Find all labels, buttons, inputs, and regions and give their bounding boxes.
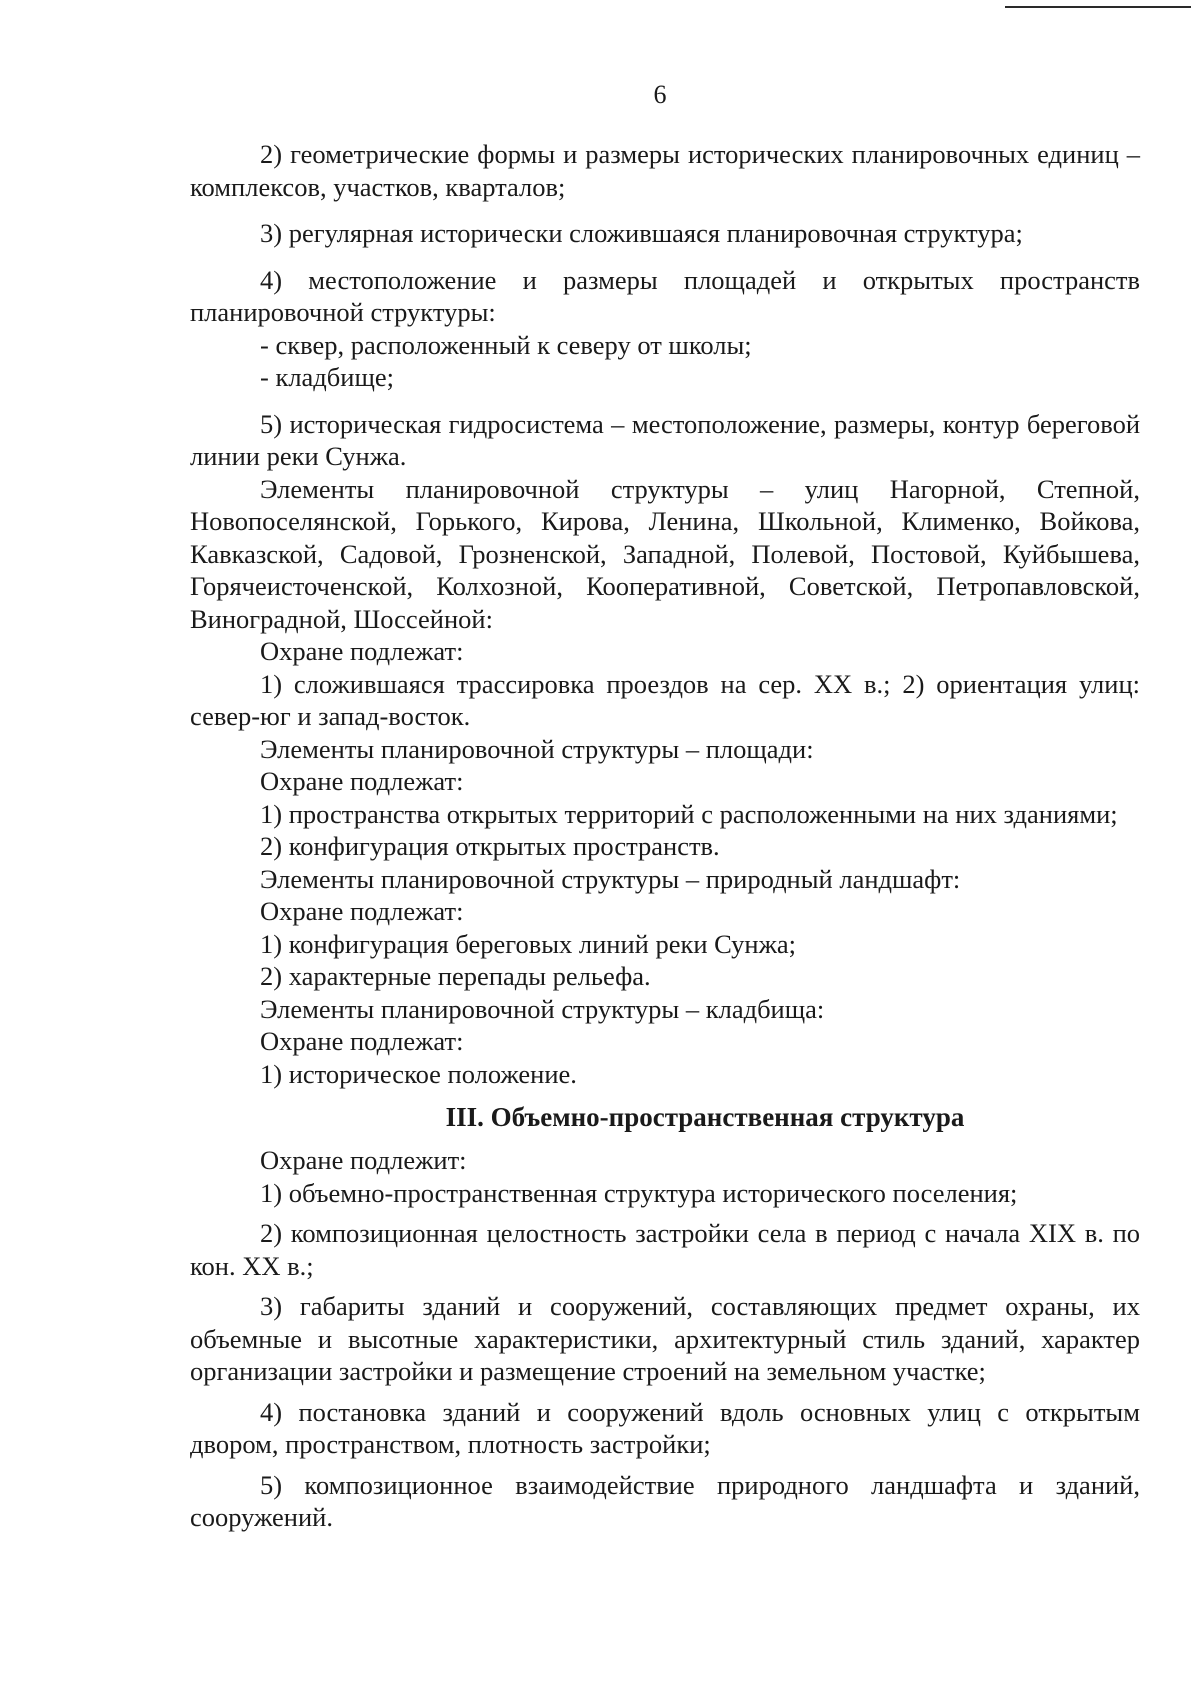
section-item-1: 1) объемно-пространственная структура исторического поселения; (260, 1177, 1018, 1208)
squares-protection-item-2: 2) конфигурация открытых пространств. (260, 831, 720, 861)
landscape-protection-item-2: 2) характерные перепады рельефа. (260, 961, 651, 991)
top-edge-rule (1005, 6, 1191, 8)
paragraph-item-5: 5) историческая гидросистема – местоположение, размеры, контур береговой линии реки Сунжа. (190, 408, 1140, 471)
protection-label: Охране подлежат: (260, 896, 464, 926)
squares-protection-item-1: 1) пространства открытых территорий с расположенными на них зданиями; (260, 798, 1118, 829)
squares-paragraph: Элементы планировочной структуры – площади: (260, 733, 814, 764)
section-intro: Охране подлежит: (260, 1145, 467, 1175)
protection-label: Охране подлежат: (260, 766, 464, 796)
paragraph-item-2: 2) геометрические формы и размеры исторических планировочных единиц – комплексов, участков, кварталов; (190, 139, 1140, 202)
paragraph-item-4: 4) местоположение и размеры площадей и открытых пространств планировочной структуры: (190, 264, 1140, 327)
landscape-protection-item-1: 1) конфигурация береговых линий реки Сунжа; (260, 928, 797, 959)
section-item-5: 5) композиционное взаимодействие природного ландшафта и зданий, сооружений. (190, 1469, 1140, 1532)
cemeteries-paragraph: Элементы планировочной структуры – кладбища: (260, 993, 825, 1024)
document-body (190, 138, 1140, 1534)
paragraph-item-3: 3) регулярная исторически сложившаяся планировочная структура; (260, 218, 1023, 248)
section-item-2: 2) композиционная целостность застройки села в период с начала XIX в. по кон. XX в.; (190, 1218, 1140, 1281)
protection-label: Охране подлежат: (260, 1026, 464, 1056)
page-number: 6 (653, 80, 667, 109)
cemeteries-protection-item-1: 1) историческое положение. (260, 1058, 577, 1089)
landscape-paragraph: Элементы планировочной структуры – природный ландшафт: (260, 863, 961, 894)
section-item-3: 3) габариты зданий и сооружений, составляющих предмет охраны, их объемные и высотные характеристики, архитектурный стиль зданий, характер организации застройки и размещение строений на земельном участке; (190, 1291, 1140, 1386)
dash-item-square: - сквер, расположенный к северу от школы; (260, 329, 752, 360)
protection-label: Охране подлежат: (260, 636, 464, 666)
streets-protection-items: 1) сложившаяся трассировка проездов на сер. XX в.; 2) ориентация улиц: север-юг и запад-восток. (190, 668, 1140, 731)
streets-paragraph: Элементы планировочной структуры – улиц Нагорной, Степной, Новопоселянской, Горького, Кирова, Ленина, Школьной, Клименко, Войкова, Кавказской, Садовой, Грозненской, Западной, Полевой, Постовой, Куйбышева, Горячеисточенской, Колхозной, Кооперативной, Советской, Петропавловской, Виноградной, Шоссейной: (190, 473, 1140, 634)
section-heading: III. Объемно-пространственная структура (445, 1102, 965, 1132)
dash-item-cemetery: - кладбище; (260, 362, 394, 392)
section-item-4: 4) постановка зданий и сооружений вдоль основных улиц с открытым двором, пространством, плотность застройки; (190, 1396, 1140, 1459)
